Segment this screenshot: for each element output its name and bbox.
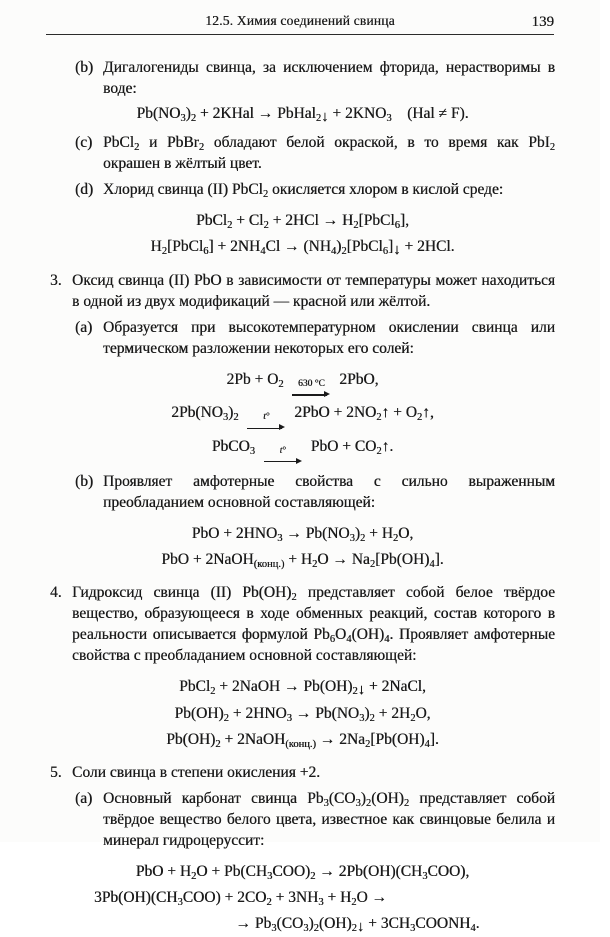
equation-line: $3Pb(OH)(CH_3COO) + 2CO_2 + 3NH_3 + H_2O$ → — [93, 889, 388, 909]
precipitate-arrow: ↓ — [356, 918, 365, 935]
equation-line: $2Pb(NO_3)_2$ t° $2PbO + 2NO_2↑$ + $O_2↑$, — [50, 400, 555, 432]
item-label: (c) — [75, 134, 93, 151]
precipitate-arrow: ↓ — [321, 108, 329, 125]
equation-block — [50, 859, 555, 937]
item-text: Оксид свинца (II) PbO в зависимости от температуры может находиться в одной из двух модификаций — красной или жёлтой. — [72, 272, 555, 310]
item-text: Основный карбонат свинца $Pb_3(CO_3)_2(OH)_2$ представляет собой твёрдое вещество белого цвета, известное как свинцовые белила и минерал гидроцеруссит: — [103, 790, 555, 850]
item-label: (d) — [75, 181, 94, 198]
page-header — [0, 0, 600, 35]
equation-line: $2Pb + O_2$ 630 °C 2PbO, — [50, 367, 555, 399]
equation-line: $H_2[PbCl_6] + 2NH_4Cl$ → $(NH_4)_2[PbCl_6]↓ + 2HCl$. — [150, 238, 455, 258]
equation-block — [50, 208, 555, 260]
item-label: 5. — [50, 764, 62, 782]
item-label: 3. — [50, 272, 62, 289]
item-label: (a) — [75, 790, 93, 808]
list-item-5a — [75, 788, 555, 851]
equation-block — [50, 101, 555, 127]
list-item-3 — [50, 270, 555, 312]
item-label: (b) — [75, 473, 94, 491]
item-text: PbCl$_2$ и PbBr$_2$ обладают белой окраской, в то время как PbI$_2$ окрашен в жёлтый цвет. — [103, 134, 555, 172]
list-item-3a — [75, 317, 555, 359]
equation-block — [50, 367, 555, 466]
equation-line: PbO + $2HNO_3 \to Pb(NO_3)_2 + H_2O$, — [191, 525, 414, 545]
equation-line: PbO + $H_2O + Pb(CH_3COO)_2 \to 2Pb(OH)(CH_3COO)$, — [135, 863, 470, 883]
list-item-5 — [50, 762, 555, 783]
list-item-3b — [75, 471, 555, 513]
reaction-arrow-labeled: 630 °C — [292, 380, 330, 400]
page-content — [0, 35, 600, 937]
equation-line: $Pb(OH)_2$ + 2NaOH$_{(конц.)}$ → $2Na_2[Pb(OH)_4]$. — [166, 731, 439, 751]
equation-line: PbCl$_2$ + 2NaOH → $Pb(OH)_2↓$ + 2NaCl, — [179, 678, 426, 698]
running-title: 12.5. Химия соединений свинца — [205, 13, 395, 28]
precipitate-arrow: ↓ — [393, 241, 401, 258]
list-item-4 — [50, 582, 555, 666]
equation-block — [50, 674, 555, 752]
header-rule — [46, 12, 554, 35]
reaction-arrow-labeled: t° — [247, 413, 285, 433]
equation-line: $Pb(OH)_2 + 2HNO_3 \to Pb(NO_3)_2 + 2H_2O$, — [174, 705, 431, 725]
equation-line: $Pb(NO_3)_2$ + 2KHal → PbHal$_2$↓ + $2KNO_3$ (Hal ≠ F). — [136, 105, 469, 125]
equation-block — [50, 521, 555, 572]
item-text: Хлорид свинца (II) PbCl$_2$ окисляется хлором в кислой среде: — [103, 181, 504, 201]
equation-line: PbCO$_3$ t° PbO + $CO_2↑$. — [50, 434, 555, 466]
list-item-c — [75, 132, 555, 174]
list-item-b — [75, 57, 555, 99]
equation-line: → $Pb_3(CO_3)_2(OH)_2↓$ + $3CH_3COONH_4$. — [235, 915, 480, 935]
item-label: (b) — [75, 59, 94, 76]
item-text: Соли свинца в степени окисления +2. — [72, 764, 321, 782]
list-item-d — [75, 179, 555, 200]
item-text: Проявляет амфотерные свойства с сильно выраженным преобладанием основной составляющей: — [103, 473, 555, 512]
page-number: 139 — [531, 14, 554, 30]
item-label: 4. — [50, 584, 62, 602]
equation-line: PbCl$_2$ + $Cl_2 + 2HCl$ → $H_2[PbCl_6]$, — [196, 212, 409, 232]
equation-line: PbO + 2NaOH$_{(конц.)}$ + $H_2O \to Na_2[Pb(OH)_4]$. — [161, 551, 444, 571]
item-text: Дигалогениды свинца, за исключением фторида, нерастворимы в воде: — [103, 59, 555, 97]
item-label: (a) — [75, 319, 93, 336]
precipitate-arrow: ↓ — [357, 681, 366, 698]
item-text: Образуется при высокотемпературном окислении свинца или термическом разложении некоторых его солей: — [103, 319, 555, 357]
item-text: Гидроксид свинца (II) $Pb(OH)_2$ представляет собой белое твёрдое вещество, образующееся в ходе обменных реакций, состав которого в реальности описывается формулой $Pb_6O_4(OH)_4$. Проявляет амфотерные свойства с преобладанием основной составляющей: — [72, 584, 556, 665]
reaction-arrow-labeled: t° — [264, 447, 302, 467]
